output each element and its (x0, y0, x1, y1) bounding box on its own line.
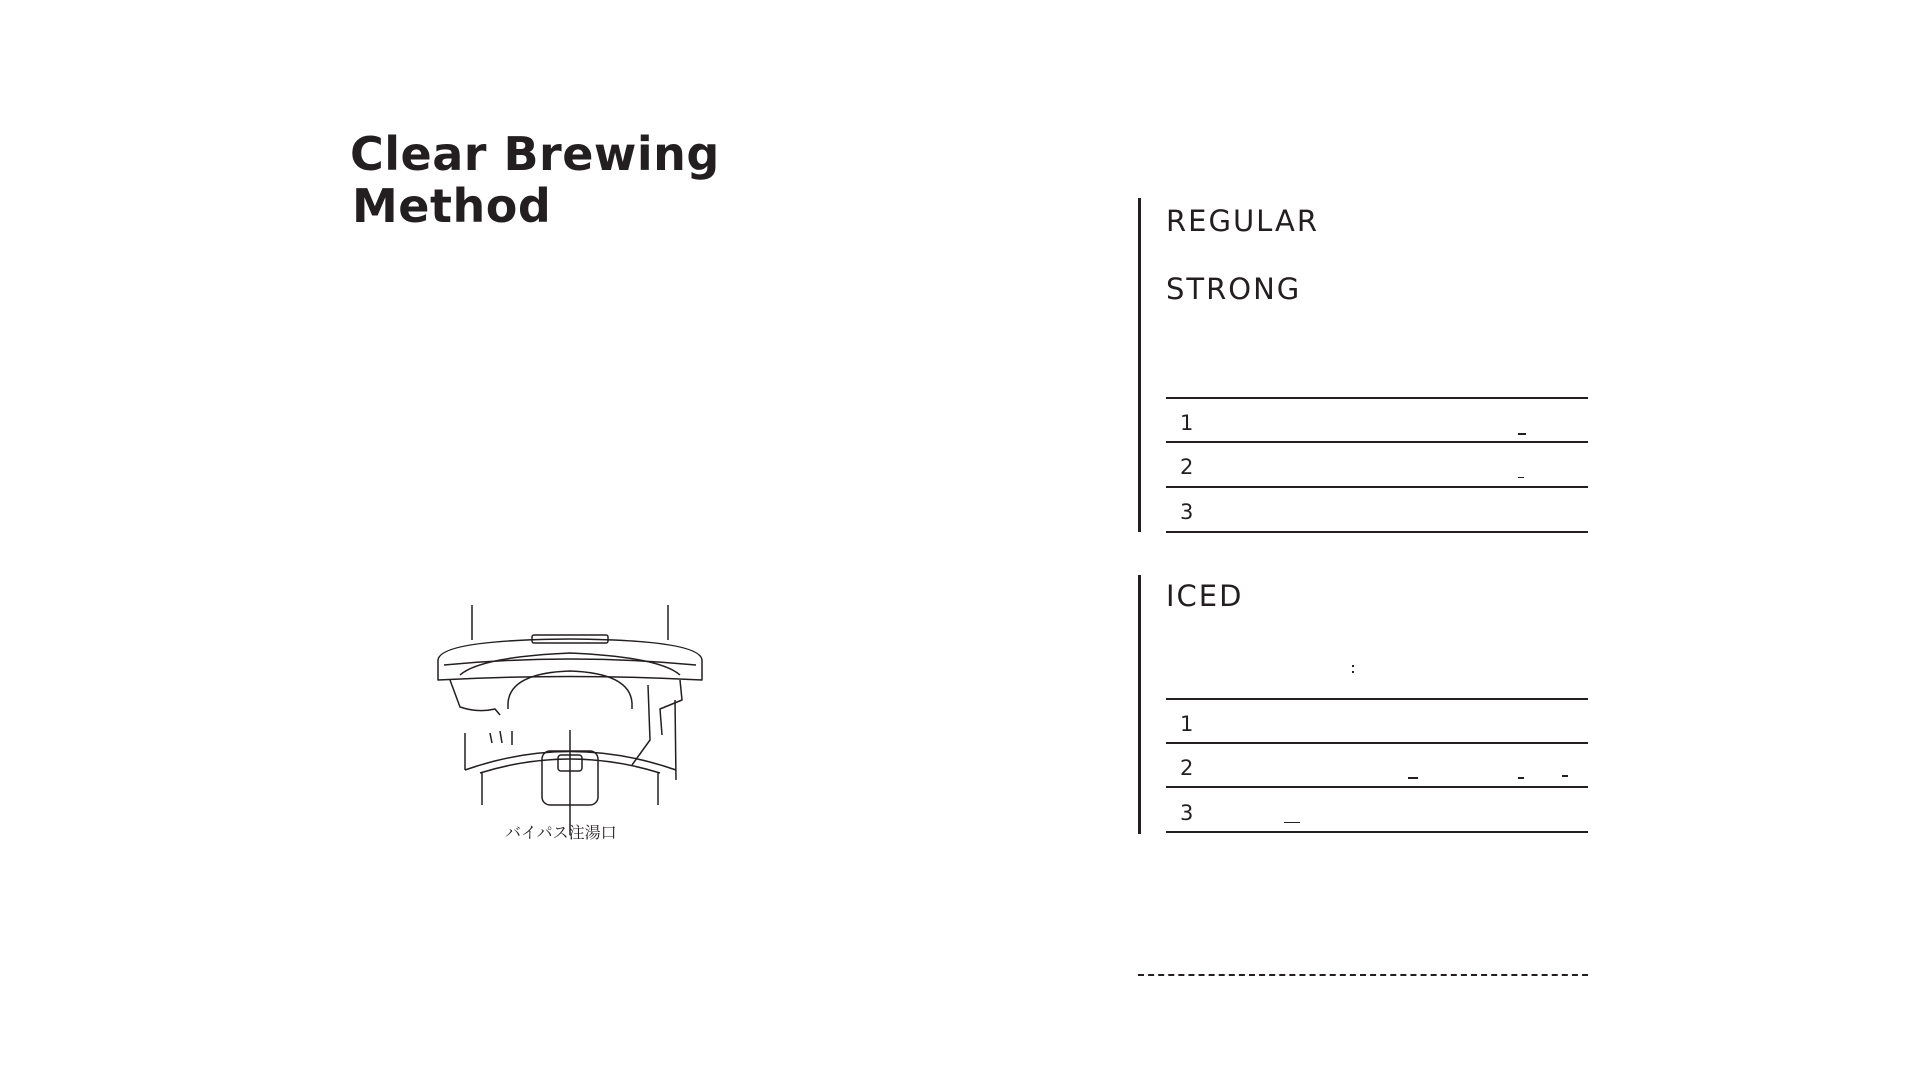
iced-step-2: 2 (1180, 756, 1194, 780)
page-title (350, 128, 720, 232)
iced-table-top-rule (1166, 698, 1588, 700)
iced-step-3-mark (1284, 822, 1300, 823)
iced-note-mark-b (1352, 671, 1354, 673)
iced-step-1: 1 (1180, 712, 1194, 736)
iced-step-2-mark-c (1562, 775, 1568, 777)
dashed-divider (1138, 974, 1588, 976)
regular-table-top-rule (1166, 397, 1588, 399)
iced-step-3: 3 (1180, 801, 1194, 825)
coffee-dripper-diagram-icon (420, 605, 720, 845)
iced-table-rule-1 (1166, 742, 1588, 744)
iced-table-rule-2 (1166, 786, 1588, 788)
regular-step-2: 2 (1180, 455, 1194, 479)
iced-table-bottom-rule (1166, 831, 1588, 833)
regular-table-bottom-rule (1166, 531, 1588, 533)
regular-table-rule-1 (1166, 441, 1588, 443)
regular-step-2-mark (1518, 477, 1524, 478)
page-title-line1: Clear Brewing (350, 127, 720, 181)
regular-step-1: 1 (1180, 411, 1194, 435)
regular-title: REGULAR (1166, 204, 1319, 238)
iced-step-2-mark-a (1408, 777, 1418, 779)
iced-note-mark-a (1352, 665, 1354, 667)
iced-section-bar (1138, 575, 1141, 834)
page-title-line2: Method (352, 179, 552, 233)
strong-title: STRONG (1166, 272, 1302, 306)
regular-step-3: 3 (1180, 500, 1194, 524)
regular-step-1-mark (1518, 433, 1526, 435)
iced-step-2-mark-b (1518, 777, 1524, 779)
illustration-caption: バイパス注湯口 (505, 823, 617, 842)
iced-title: ICED (1166, 579, 1244, 613)
regular-section-bar (1138, 198, 1141, 532)
regular-table-rule-2 (1166, 486, 1588, 488)
